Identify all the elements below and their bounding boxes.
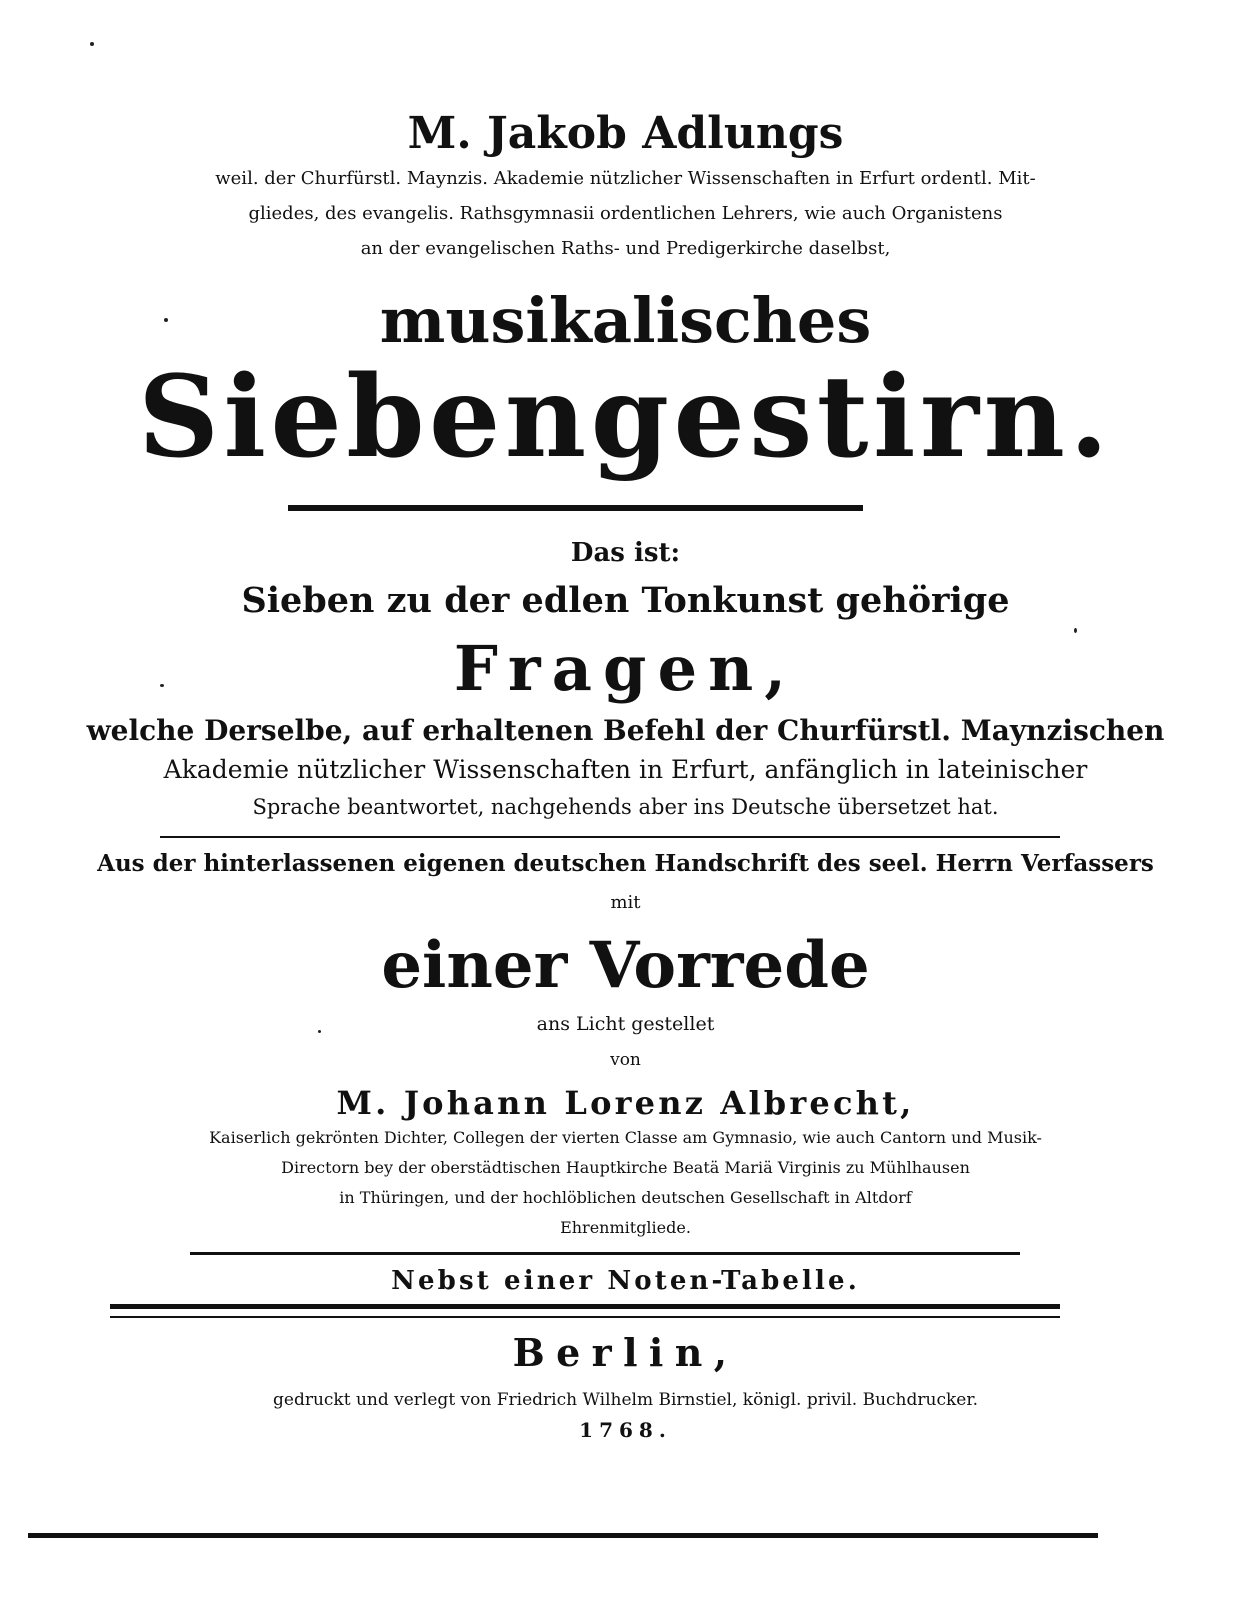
description-line-2: Akademie nützlicher Wissenschaften in Erfurt, anfänglich in lateinischer <box>163 755 1088 784</box>
imprint-city: Berlin, <box>512 1330 739 1375</box>
subtitle-keyword: Fragen, <box>453 632 798 705</box>
editor-rule-top <box>190 1252 1020 1255</box>
author-titles-line-1: weil. der Churfürstl. Maynzis. Akademie nützlicher Wissenschaften in Erfurt ordentl. Mit- <box>215 168 1036 189</box>
editor-titles-line-4: Ehrenmitgliede. <box>560 1218 691 1237</box>
editor-name: M. Johann Lorenz Albrecht, <box>336 1084 915 1122</box>
scan-speck <box>164 318 168 322</box>
published-phrase: ans Licht gestellet <box>536 1013 715 1035</box>
editor-titles-line-3: in Thüringen, und der hochlöblichen deutschen Gesellschaft in Altdorf <box>339 1188 912 1207</box>
description-line-1: welche Derselbe, auf erhaltenen Befehl der Churfürstl. Maynzischen <box>86 714 1165 747</box>
preface-heading: einer Vorrede <box>381 928 870 1003</box>
source-line: Aus der hinterlassenen eigenen deutschen Handschrift des seel. Herrn Verfassers <box>97 850 1154 877</box>
imprint-printer: gedruckt und verlegt von Friedrich Wilhelm Birnstiel, königl. privil. Buchdrucker. <box>273 1390 978 1410</box>
mit-line: mit <box>610 892 641 913</box>
author-heading: M. Jakob Adlungs <box>407 108 844 159</box>
supplement-rule-thick <box>110 1304 1060 1309</box>
supplement-line: Nebst einer Noten-Tabelle. <box>391 1266 860 1296</box>
scan-speck <box>90 42 94 46</box>
description-line-3: Sprache beantwortet, nachgehends aber ins Deutsche übersetzet hat. <box>252 795 999 819</box>
von-line: von <box>610 1050 641 1070</box>
title-line-2: Siebengestirn. <box>138 352 1113 483</box>
scan-speck <box>318 1030 321 1033</box>
scan-speck <box>1074 628 1077 633</box>
author-titles-line-3: an der evangelischen Raths- und Predigerkirche daselbst, <box>360 238 891 259</box>
editor-titles-line-1: Kaiserlich gekrönten Dichter, Collegen der vierten Classe am Gymnasio, wie auch Cantorn und Musik- <box>209 1128 1042 1147</box>
subtitle-intro: Das ist: <box>570 538 681 568</box>
bottom-scan-edge <box>28 1533 1098 1538</box>
subtitle-line: Sieben zu der edlen Tonkunst gehörige <box>241 580 1010 621</box>
description-rule <box>160 836 1060 838</box>
imprint-year: 1768. <box>579 1418 672 1442</box>
author-titles-line-2: gliedes, des evangelis. Rathsgymnasii ordentlichen Lehrers, wie auch Organistens <box>248 203 1003 224</box>
supplement-rule-thin <box>110 1316 1060 1318</box>
title-line-1: musikalisches <box>379 284 872 357</box>
scan-speck <box>160 684 164 687</box>
editor-titles-line-2: Directorn bey der oberstädtischen Hauptkirche Beatä Mariä Virginis zu Mühlhausen <box>281 1158 970 1177</box>
title-rule <box>288 505 863 511</box>
